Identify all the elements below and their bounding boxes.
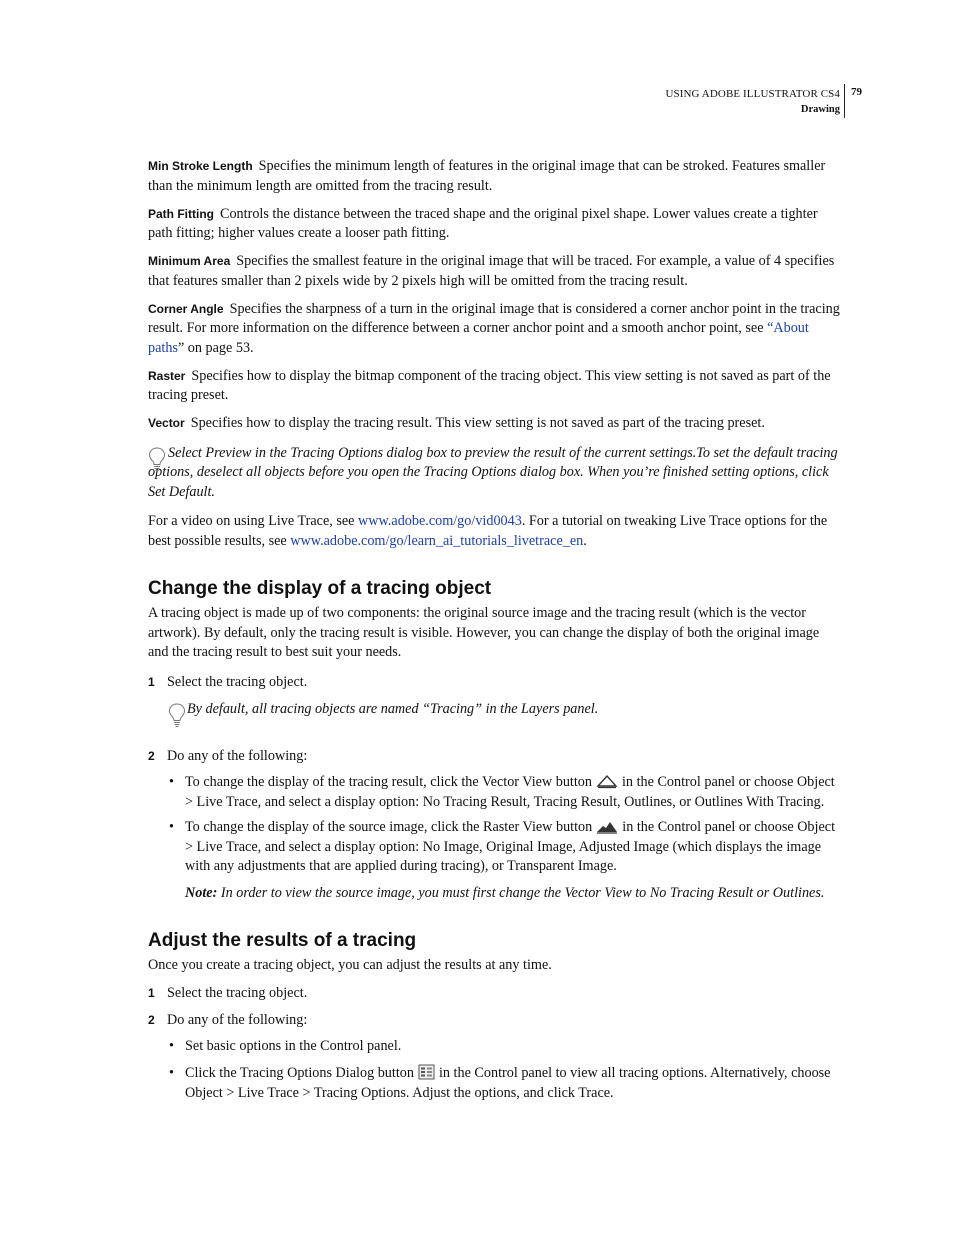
term: Path Fitting bbox=[148, 206, 214, 221]
bullet-text-cont: in the Control panel or choose Object > Live Trace, and select a display option: No Image, Original Image, Adjusted Image (which displays the image with any adjustments that are applied during tracing), or Transparent Image. bbox=[185, 819, 836, 874]
definition-text: Specifies the sharpness of a turn in the original image that is considered a corner anchor point in the tracing result. For more information on the difference between a corner anchor point and a smooth anchor point, see bbox=[148, 300, 840, 336]
definition-text: Controls the distance between the traced shape and the original pixel shape. Lower values create a tighter path fitting; higher values create a looser path fitting. bbox=[148, 205, 818, 241]
tip-text: By default, all tracing objects are named “Tracing” in the Layers panel. bbox=[187, 701, 599, 717]
lightbulb-tip-icon bbox=[168, 702, 186, 728]
bullet-dot: • bbox=[169, 819, 174, 835]
page-number: 79 bbox=[851, 86, 862, 98]
video-text-3: . bbox=[583, 532, 587, 549]
tutorial-link[interactable]: www.adobe.com/go/learn_ai_tutorials_livetrace_en bbox=[290, 532, 584, 549]
chapter-title: Drawing bbox=[800, 104, 840, 115]
header-rule bbox=[844, 84, 845, 118]
tip-preview bbox=[148, 444, 841, 503]
section-heading-change-display: Change the display of a tracing object bbox=[148, 578, 492, 599]
section-intro: A tracing object is made up of two components: the original source image and the tracing result (which is the vector artwork). By default, only the tracing result is visible. However, you can change the display of both the original image and the tracing result to best suit your needs. bbox=[148, 605, 820, 660]
bullet-tracing-options bbox=[148, 1064, 841, 1103]
lightbulb-tip-icon bbox=[148, 446, 166, 472]
step-number: 2 bbox=[148, 748, 155, 763]
term: Min Stroke Length bbox=[148, 159, 253, 173]
running-head bbox=[665, 86, 840, 118]
bullet-dot: • bbox=[169, 1065, 174, 1081]
definition-text: Specifies the minimum length of features in the original image that can be stroked. Features smaller than the minimum length are omitted from the tracing result. bbox=[148, 158, 826, 194]
section-intro: Once you create a tracing object, you can adjust the results at any time. bbox=[148, 957, 552, 973]
definition-min-stroke-length bbox=[148, 157, 841, 196]
step-number: 1 bbox=[148, 674, 155, 689]
tracing-options-dialog-icon bbox=[418, 1064, 435, 1080]
bullet-text: Set basic options in the Control panel. bbox=[185, 1037, 402, 1054]
step-text: Do any of the following: bbox=[167, 1012, 308, 1028]
bullet-text-cont: in the Control panel or choose Object > Live Trace, and select a display option: No Tracing Result, Tracing Result, Outlines, or Outlines With Tracing. bbox=[185, 774, 835, 810]
section-heading-adjust-results: Adjust the results of a tracing bbox=[148, 930, 417, 951]
definition-path-fitting bbox=[148, 205, 841, 244]
definition-corner-angle bbox=[148, 300, 841, 359]
bullet-text: To change the display of the tracing result, click the Vector View button bbox=[185, 774, 592, 790]
tip-text: Select Preview in the Tracing Options dialog box to preview the result of the current settings.To set the default tracing options, deselect all objects before you open the Tracing Options dialog box. When you’re finished setting options, click Set Default. bbox=[148, 444, 838, 500]
vector-view-icon bbox=[596, 773, 618, 789]
video-link[interactable]: www.adobe.com/go/vid0043 bbox=[358, 513, 522, 529]
step-text: Select the tracing object. bbox=[167, 673, 308, 690]
video-text-2: . For a tutorial on tweaking Live Trace options for the best possible results, see bbox=[148, 513, 828, 549]
bullet-text-cont: in the Control panel to view all tracing options. Alternatively, choose Object > Live Trace > Tracing Options. Adjust the options, and click Trace. bbox=[185, 1065, 831, 1101]
step-text: Do any of the following: bbox=[167, 747, 308, 764]
bullet-text: To change the display of the source image, click the Raster View button bbox=[185, 819, 593, 835]
bullet-raster-view bbox=[148, 818, 841, 877]
step-1 bbox=[148, 984, 841, 1004]
definition-text: Specifies the smallest feature in the original image that will be traced. For example, a value of 4 specifies that features smaller than 2 pixels wide by 2 pixels high will be omitted from the tracing result. bbox=[148, 253, 835, 289]
step-number: 1 bbox=[148, 985, 155, 1000]
step-1 bbox=[148, 673, 841, 693]
term: Raster bbox=[148, 368, 186, 383]
step-number: 2 bbox=[148, 1013, 155, 1027]
step-text: Select the tracing object. bbox=[167, 984, 308, 1001]
bullet-basic-options bbox=[148, 1037, 841, 1057]
step-2 bbox=[148, 747, 841, 767]
definition-text: Specifies how to display the tracing result. This view setting is not saved as part of the tracing preset. bbox=[190, 415, 765, 431]
definition-minimum-area bbox=[148, 252, 841, 291]
term: Vector bbox=[148, 416, 185, 430]
bullet-text: Click the Tracing Options Dialog button bbox=[185, 1065, 414, 1081]
video-text-1: For a video on using Live Trace, see bbox=[148, 513, 359, 529]
definition-text-after: ” on page 53. bbox=[177, 339, 254, 356]
term: Minimum Area bbox=[148, 254, 231, 268]
raster-view-icon bbox=[596, 820, 618, 834]
page-content bbox=[148, 157, 841, 1103]
term: Corner Angle bbox=[148, 301, 224, 316]
definition-vector bbox=[148, 414, 841, 434]
note-label: Note: bbox=[185, 884, 218, 901]
step-2 bbox=[148, 1011, 841, 1031]
definition-raster bbox=[148, 367, 841, 406]
tip-layers bbox=[168, 700, 841, 720]
bullet-dot: • bbox=[169, 774, 174, 790]
about-paths-link[interactable]: “About paths bbox=[148, 320, 809, 356]
definition-text: Specifies how to display the bitmap component of the tracing object. This view setting is not saved as part of the tracing preset. bbox=[148, 367, 831, 403]
note bbox=[148, 884, 841, 904]
video-paragraph bbox=[148, 512, 841, 551]
bullet-dot: • bbox=[169, 1037, 174, 1054]
note-text: In order to view the source image, you must first change the Vector View to No Tracing Result or Outlines. bbox=[220, 884, 825, 901]
bullet-vector-view bbox=[148, 773, 841, 812]
book-title: USING ADOBE ILLUSTRATOR CS4 bbox=[665, 88, 840, 100]
